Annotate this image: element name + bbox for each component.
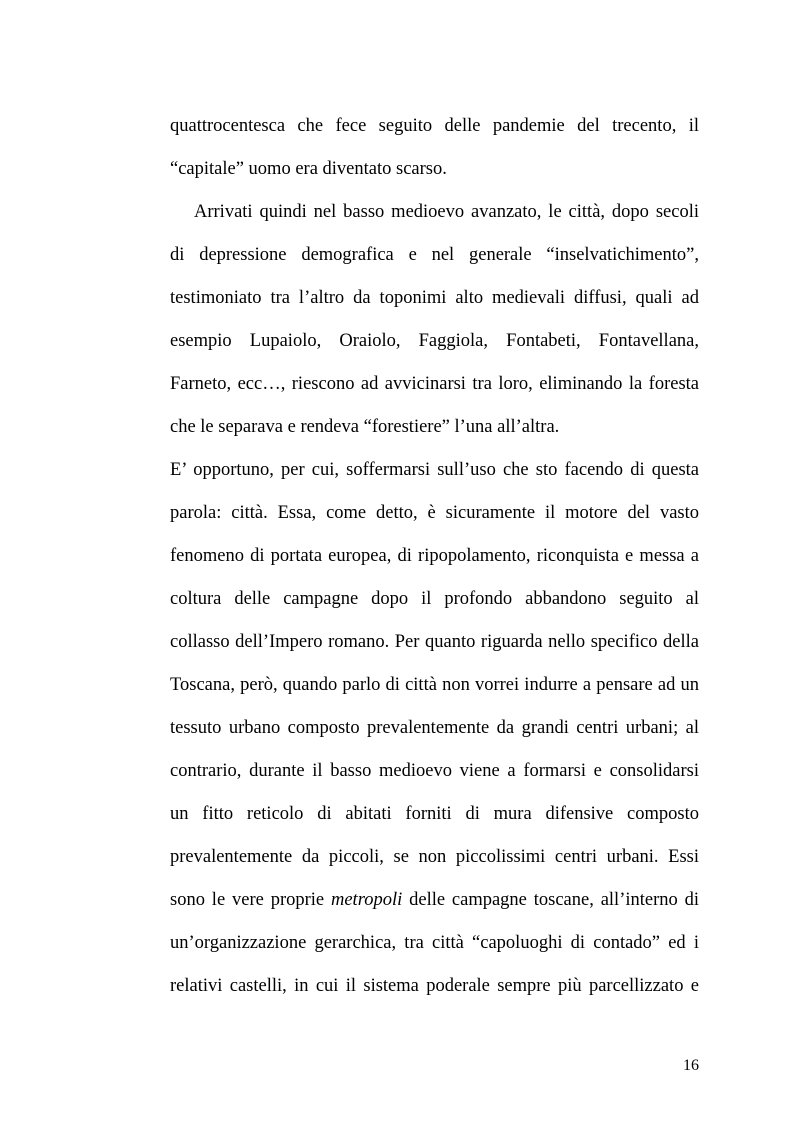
text-segment: delle campagne toscane, all’interno di [402, 890, 699, 910]
text-line: fenomeno di portata europea, di ripopolamento, riconquista e messa a [170, 546, 699, 566]
text-line: parola: città. Essa, come detto, è sicuramente il motore del vasto [170, 503, 699, 523]
text-line: tessuto urbano composto prevalentemente da grandi centri urbani; al [170, 718, 699, 738]
text-line: un’organizzazione gerarchica, tra città “capoluoghi di contado” ed i [170, 933, 699, 953]
text-segment: sono le vere proprie [170, 890, 331, 910]
text-line: “capitale” uomo era diventato scarso. [170, 159, 447, 179]
text-line: un fitto reticolo di abitati forniti di mura difensive composto [170, 804, 699, 824]
text-line: contrario, durante il basso medioevo viene a formarsi e consolidarsi [170, 761, 699, 781]
text-line: esempio Lupaiolo, Oraiolo, Faggiola, Fontabeti, Fontavellana, [170, 331, 699, 351]
text-line: E’ opportuno, per cui, soffermarsi sull’uso che sto facendo di questa [170, 460, 699, 480]
text-line: testimoniato tra l’altro da toponimi alto medievali diffusi, quali ad [170, 288, 699, 308]
text-line: che le separava e rendeva “forestiere” l’una all’altra. [170, 417, 560, 437]
text-line: di depressione demografica e nel generale “inselvatichimento”, [170, 245, 699, 265]
text-line-with-emphasis [170, 889, 699, 911]
text-line: quattrocentesca che fece seguito delle pandemie del trecento, il [170, 116, 699, 136]
text-line: collasso dell’Impero romano. Per quanto riguarda nello specifico della [170, 632, 699, 652]
text-line: Toscana, però, quando parlo di città non vorrei indurre a pensare ad un [170, 675, 699, 695]
text-line: relativi castelli, in cui il sistema poderale sempre più parcellizzato e [170, 976, 699, 996]
text-line: coltura delle campagne dopo il profondo abbandono seguito al [170, 589, 699, 609]
text-line: prevalentemente da piccoli, se non piccolissimi centri urbani. Essi [170, 847, 699, 867]
emphasized-word: metropoli [330, 890, 403, 910]
text-line: Farneto, ecc…, riescono ad avvicinarsi tra loro, eliminando la foresta [170, 374, 699, 394]
page-number: 16 [683, 1057, 699, 1074]
text-line: Arrivati quindi nel basso medioevo avanzato, le città, dopo secoli [194, 202, 699, 222]
